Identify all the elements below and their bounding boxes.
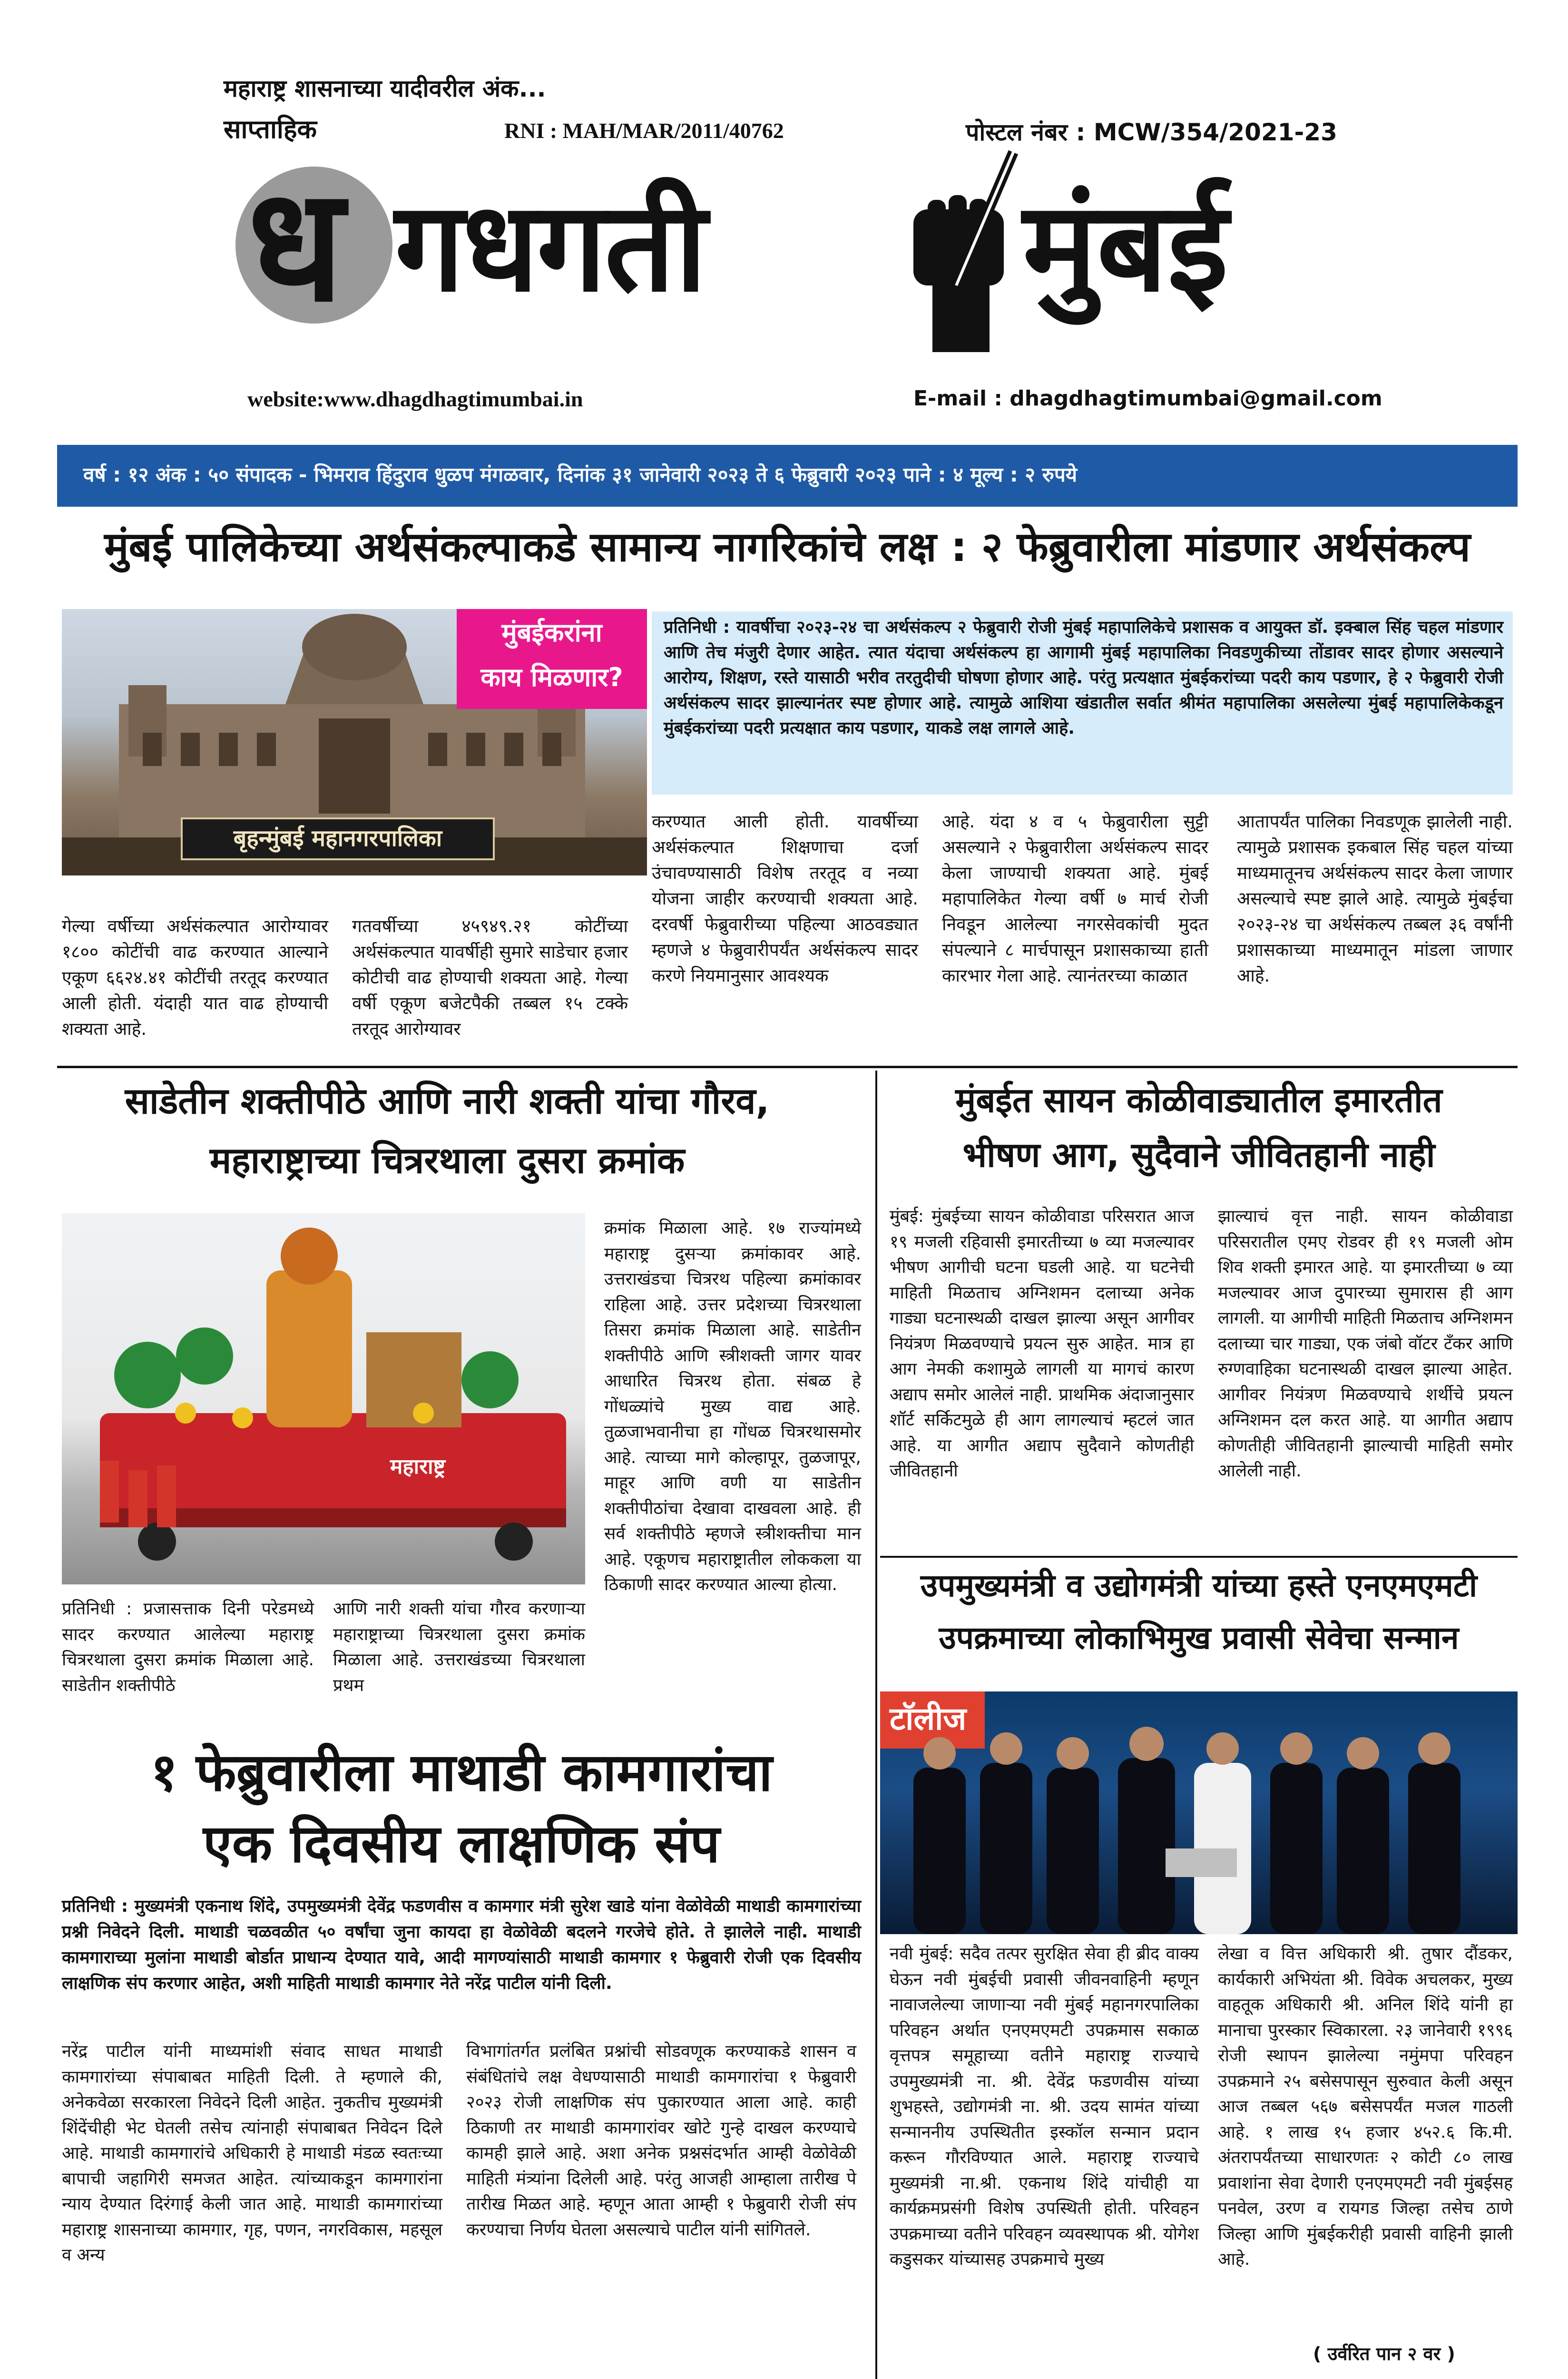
website-link[interactable]: website:www.dhagdhagtimumbai.in — [247, 387, 583, 411]
story5-col-b: विभागांतर्गत प्रलंबित प्रश्नांची सोडवणूक करण्याकडे शासन व संबंधितांचे लक्ष वेधण्यासाठी माथाडी कामगारांचा १ फेब्रुवारी २०२३ रोजी लाक्षणिक संप पुकारण्यात आला आहे. काही ठिकाणी तर माथाडी कामगारांवर खोटे गुन्हे दाखल करण्याचे कामही झाले आहे. अशा अनेक प्रश्नसंदर्भात आम्ही वेळोवेळी माहिती मंत्र्यांना दिलेली आहे. परंतु आजही आम्हाला तारीख पे तारीख मिळत आहे. म्हणून आता आम्ही १ फेब्रुवारी रोजी संप करण्याचा निर्णय घेतला असल्याचे पाटील यांनी सांगितले. — [466, 2042, 856, 2240]
masthead-tagline: महाराष्ट्र शासनाच्या यादीवरील अंक... — [224, 75, 546, 102]
continued-note: ( उर्वरित पान २ वर ) — [1313, 2343, 1455, 2364]
story1-headline: मुंबई पालिकेच्या अर्थसंकल्पाकडे सामान्य नागरिकांचे लक्ष : २ फेब्रुवारीला मांडणार अर्थसंकल्प — [104, 523, 1470, 571]
story1-lead: प्रतिनिधी : यावर्षीचा २०२३-२४ चा अर्थसंकल्प २ फेब्रुवारी रोजी मुंबई महापालिकेचे प्रशासक व आयुक्त डॉ. इक्बाल सिंह चहल मांडणार आणि तेच मंजुरी देणार आहेत. त्यात यंदाचा अर्थसंकल्प हा आगामी मुंबई महापालिका निवडणुकीच्या तोंडावर सादर होणार असल्याने आरोग्य, शिक्षण, रस्ते यासाठी भरीव तरतुदीची घोषणा होणार आहे. परंतु प्रत्यक्षात मुंबईकरांच्या पदरी काय पडणार, हे २ फेब्रुवारी रोजी अर्थसंकल्प सादर झाल्यानंतर स्पष्ट होणार आहे. त्यामुळे आशिया खंडातील सर्वात श्रीमंत महापालिका असलेल्या मुंबई महापालिकेकडून मुंबईकरांच्या पदरी प्रत्यक्षात काय पडणार, याकडे लक्ष लागले आहे. — [664, 618, 1503, 738]
story5-col-a: नरेंद्र पाटील यांनी माध्यमांशी संवाद साधत माथाडी कामगारांच्या संपाबाबत माहिती दिली. ते म्हणाले की, अनेकवेळा सरकारला निवेदने दिली आहेत. नुकतीच मुख्यमंत्री शिंदेंचीही भेट घेतली तसेच त्यांनाही संपाबाबत निवेदन दिले आहे. माथाडी कामगारांचे अधिकारी हे माथाडी मंडळ स्वतःच्या बापाची जहागिरी समजत आहेत. त्यांच्याकडून कामगारांना न्याय देण्यात दिरंगाई केली जात आहे. माथाडी कामगारांच्या महाराष्ट्र शासनाच्या कामगार, गृह, पणन, नगरविकास, महसूल व अन्य — [62, 2042, 442, 2265]
callout-line2: काय मिळणार? — [480, 662, 623, 692]
story4-headline-2: उपक्रमाच्या लोकाभिमुख प्रवासी सेवेचा सन्मान — [939, 1620, 1459, 1656]
story3-headline-2: भीषण आग, सुदैवाने जीवितहानी नाही — [962, 1135, 1435, 1175]
logo-text-left: गधगती — [395, 176, 706, 319]
story2-col-right: क्रमांक मिळाला आहे. १७ राज्यांमध्ये महाराष्ट्र दुसऱ्या क्रमांकावर आहे. उत्तराखंडचा चित्ररथ पहिल्या क्रमांकावर राहिला आहे. उत्तर प्रदेशच्या चित्ररथाला तिसरा क्रमांक मिळाला आहे. साडेतीन शक्तीपीठे आणि स्त्रीशक्ती जागर यावर आधारित चित्ररथ होता. संबळ हे गोंधळ्यांचे मुख्य वाद्य आहे. तुळजाभवानीचा हा गोंधळ चित्ररथासमोर आहे. त्याच्या मागे कोल्हापूर, तुळजापूर, माहूर आणि वणी या साडेतीन शक्तीपीठांचा देखावा दाखवला आहे. ही सर्व शक्तीपीठे म्हणजे स्त्रीशक्तीचा मान आहे. एकूणच महाराष्ट्रातील लोककला या ठिकाणी सादर करण्यात आल्या होत्या. — [604, 1219, 861, 1594]
story3-col-b: झाल्याचं वृत्त नाही. सायन कोळीवाडा परिसरातील एमए रोडवर ही १९ मजली ओम शिव शक्ती इमारत आहे. या इमारतीच्या ७ व्या मजल्यावर आज दुपारच्या सुमारास ही आग लागली. या आगीची माहिती मिळताच अग्निशमन दलाच्या चार गाड्या, एक जंबो वॉटर टँकर आणि रुग्णवाहिका घटनास्थळी दाखल झाल्या आहेत. आगीवर नियंत्रण मिळवण्याचे शर्थीचे प्रयत्न अग्निशमन दल करत आहे. या आगीत अद्याप कोणतीही जीवितहानी झाल्याची माहिती समोर आलेली नाही. — [1218, 1207, 1513, 1481]
story1-col3: करण्यात आली होती. यावर्षीच्या अर्थसंकल्पात शिक्षणाचा दर्जा उंचावण्यासाठी विशेष तरतूद व नव्या योजना जाहीर करण्याची शक्यता आहे. दरवर्षी फेब्रुवारीच्या पहिल्या आठवड्यात म्हणजे ४ फेब्रुवारीपर्यंत अर्थसंकल्प सादर करणे नियमानुसार आवश्यक — [652, 811, 918, 986]
email-link[interactable]: E-mail : dhagdhagtimumbai@gmail.com — [913, 386, 1382, 411]
story2-headline-2: महाराष्ट्राच्या चित्ररथाला दुसरा क्रमांक — [209, 1139, 685, 1181]
callout-line1: मुंबईकरांना — [501, 618, 602, 648]
bmc-sign-text: बृहन्मुंबई महानगरपालिका — [233, 825, 442, 852]
weekly-label: साप्ताहिक — [224, 114, 317, 144]
story2-col-b: आणि नारी शक्ती यांचा गौरव करणाऱ्या महाराष्ट्राच्या चित्ररथाला दुसरा क्रमांक मिळाला आहे. उत्तराखंडच्या चित्ररथाला प्रथम — [333, 1599, 585, 1695]
story1-col2: गतवर्षीच्या ४५९४९.२१ कोटींच्या अर्थसंकल्पात यावर्षीही सुमारे साडेचार हजार कोटीची वाढ होण्याची शक्यता आहे. गेल्या वर्षी एकूण बजेटपैकी तब्बल १५ टक्के तरतूद आरोग्यावर — [352, 916, 628, 1039]
story1-col5: आतापर्यंत पालिका निवडणूक झालेली नाही. त्यामुळे प्रशासक इकबाल सिंह चहल यांच्या माध्यमातूनच अर्थसंकल्प सादर केला जाणार असल्याचे स्पष्ट झाले आहे. त्यामुळे मुंबईचा २०२३-२४ चा अर्थसंकल्प तब्बल ३६ वर्षांनी प्रशासकाच्या माध्यमातून मांडला जाणार आहे. — [1237, 811, 1513, 986]
story4-headline-1: उपमुख्यमंत्री व उद्योगमंत्री यांच्या हस्ते एनएमएमटी — [920, 1567, 1478, 1604]
postal-number: पोस्टल नंबर : MCW/354/2021-23 — [966, 118, 1337, 146]
story4-col-a: नवी मुंबई: सदैव तत्पर सुरक्षित सेवा ही ब्रीद वाक्य घेऊन नवी मुंबईची प्रवासी जीवनवाहिनी म्हणून नावाजलेल्या जाणाऱ्या नवी मुंबई महानगरपालिका परिवहन अर्थात एनएमएमटी उपक्रमास सकाळ वृत्तपत्र समूहाच्या वतीने महाराष्ट्र राज्याचे उपमुख्यमंत्री ना. श्री. देवेंद्र फडणवीस यांच्या शुभहस्ते, उद्योगमंत्री ना. श्री. उदय सामंत यांच्या सन्माननीय उपस्थितीत इस्कॉल सन्मान प्रदान करून गौरविण्यात आले. महाराष्ट्र राज्याचे मुख्यमंत्री ना.श्री. एकनाथ शिंदे यांचीही या कार्यक्रमप्रसंगी विशेष उपस्थिती होती. परिवहन उपक्रमाच्या वतीने परिवहन व्यवस्थापक श्री. योगेश कडुसकर यांच्यासह उपक्रमाचे मुख्य — [890, 1944, 1199, 2269]
story5-lead: प्रतिनिधी : मुख्यमंत्री एकनाथ शिंदे, उपमुख्यमंत्री देवेंद्र फडणवीस व कामगार मंत्री सुरेश खाडे यांना वेळोवेळी माथाडी कामगारांच्या प्रश्नी निवेदने दिली. माथाडी चळवळीत ५० वर्षांचा जुना कायदा हा वेळोवेळी बदलने गरजेचे होते. ते झालेले नाही. माथाडी कामगाराच्या मुलांना माथाडी बोर्डात प्राधान्य देण्यात यावे, आदी मागण्यांसाठी माथाडी कामगार १ फेब्रुवारी रोजी एक दिवसीय लाक्षणिक संप करणार आहेत, अशी माहिती माथाडी कामगार नेते नरेंद्र पाटील यांनी दिली. — [62, 1897, 861, 1993]
divider-vertical — [875, 1071, 877, 2379]
info-bar-text: वर्ष : १२ अंक : ५० संपादक - भिमराव हिंदुराव धुळप मंगळवार, दिनांक ३१ जानेवारी २०२३ ते ६ फेब्रुवारी २०२३ पाने : ४ मूल्य : २ रुपये — [83, 463, 1078, 486]
stage-backdrop-text: टाॅलीज — [890, 1701, 967, 1737]
story5-headline-2: एक दिवसीय लाक्षणिक संप — [203, 1813, 720, 1874]
story2-col-a: प्रतिनिधी : प्रजासत्ताक दिनी परेडमध्ये सादर करण्यात आलेल्या महाराष्ट्र चित्ररथाला दुसरा क्रमांक मिळाला आहे. साडेतीन शक्तीपीठे — [62, 1599, 314, 1695]
logo-letter: ध — [247, 154, 344, 336]
tableau-float-photo — [62, 1213, 585, 1584]
divider-2 — [880, 1556, 1518, 1558]
story2-headline-1: साडेतीन शक्तीपीठे आणि नारी शक्ती यांचा गौरव, — [125, 1080, 770, 1122]
story1-col4: आहे. यंदा ४ व ५ फेब्रुवारीला सुट्टी असल्याने २ फेब्रुवारीला अर्थसंकल्प सादर केला जाण्याची शक्यता आहे. मुंबई महापालिकेत गेल्या वर्षी ७ मार्च रोजी निवडून आलेल्या नगरसेवकांची मुदत संपल्याने ८ मार्चपासून प्रशासकाच्या हाती कारभार गेला आहे. त्यानंतरच्या काळात — [942, 811, 1208, 986]
story3-headline-1: मुंबईत सायन कोळीवाड्यातील इमारतीत — [955, 1080, 1442, 1120]
fist-pen-icon — [899, 147, 1023, 357]
logo-text-right: मुंबई — [1023, 176, 1228, 319]
story3-col-a: मुंबई: मुंबईच्या सायन कोळीवाडा परिसरात आज १९ मजली रहिवासी इमारतीच्या ७ व्या मजल्यावर भीषण आगीची घटना घडली आहे. या घटनेची माहिती मिळताच अग्निशमन दलाच्या अनेक गाड्या घटनास्थळी दाखल झाल्या असून आगीवर नियंत्रण मिळवण्याचे प्रयत्न सुरु आहेत. मात्र हा आग नेमकी कशामुळे लागली या मागचं कारण अद्याप समोर आलेलं नाही. प्राथमिक अंदाजानुसार शॉर्ट सर्किटमुळे ही आग लागल्याचं म्हटलं जात आहे. या आगीत अद्याप सुदैवाने कोणतीही जीवितहानी — [890, 1207, 1194, 1481]
story1-col1: गेल्या वर्षीच्या अर्थसंकल्पात आरोग्यावर १८०० कोटींची वाढ करण्यात आल्याने एकूण ६६२४.४१ कोटींची तरतूद करण्यात आली होती. यंदाही यात वाढ होण्याची शक्यता आहे. — [62, 916, 328, 1039]
story5-headline-1: १ फेब्रुवारीला माथाडी कामगारांचा — [150, 1742, 773, 1803]
tableau-float-label: महाराष्ट्र — [390, 1455, 446, 1479]
rni-number: RNI : MAH/MAR/2011/40762 — [504, 118, 784, 143]
story4-col-b: लेखा व वित्त अधिकारी श्री. तुषार दौंडकर, कार्यकारी अभियंता श्री. विवेक अचलकर, मुख्य वाहतूक अधिकारी श्री. अनिल शिंदे यांनी हा मानाचा पुरस्कार स्विकारला. २३ जानेवारी १९९६ रोजी स्थापन झालेल्या नमुंमपा परिवहन उपक्रमाने २५ बसेसपासून सुरुवात केली असून आज तब्बल ५६७ बसेसपर्यंत मजल गाठली आहे. १ लाख १५ हजार ४५२.६ कि.मी. अंतरापर्यंतच्या साधारणतः २ कोटी ८० लाख प्रवाशांना सेवा देणारी एनएमएमटी नवी मुंबईसह पनवेल, उरण व रायगड जिल्हा तसेच ठाणे जिल्हा आणि मुंबईकरीही प्रवासी वाहिनी झाली आहे. — [1218, 1944, 1513, 2269]
award-ceremony-photo — [880, 1691, 1518, 1934]
divider-1 — [57, 1066, 1518, 1068]
